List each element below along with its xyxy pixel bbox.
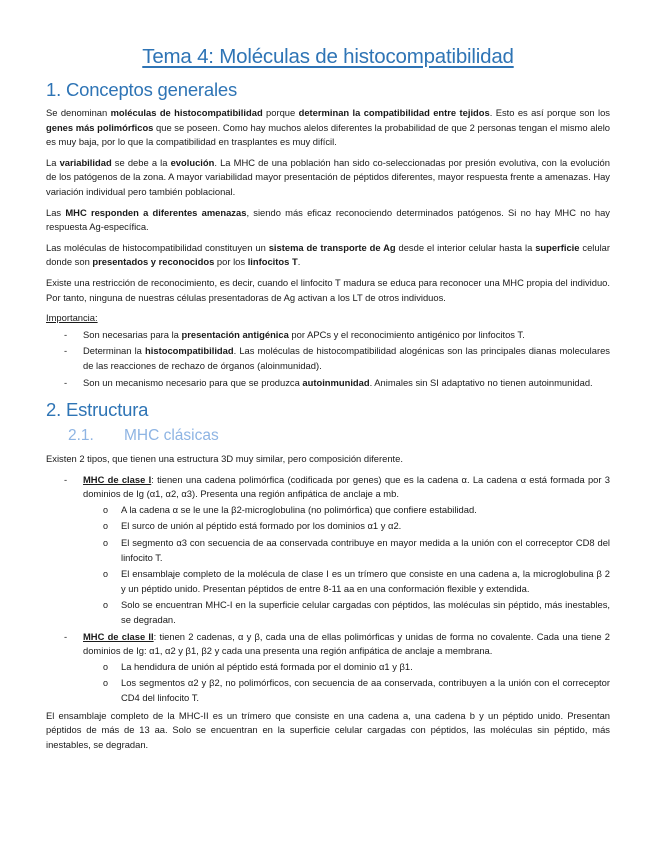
list-item: o El ensamblaje completo de la molécula de clase I es un trímero que consiste en una cadena a, la microglobulina β 2 y un péptido unido. Presentan péptidos de entre 8-11 aa en una conformación flexible y extendida. [103, 568, 610, 594]
paragraph: El ensamblaje completo de la MHC-II es un trímero que consiste en una cadena a, una cadena b y un péptido unido. Presentan péptidos de más de 13 aa. Solo se encuentran en la superficie celular cargadas con péptidos, las moléculas sin péptido, más inestables, se degradan. [46, 709, 610, 750]
section-heading-conceptos: 1. Conceptos generales [46, 79, 238, 100]
paragraph: Las moléculas de histocompatibilidad constituyen un sistema de transporte de Ag desde el interior celular hasta la superficie celular donde son presentados y reconocidos por los linfocitos T. [46, 241, 610, 268]
paragraph: Existe una restricción de reconocimiento, es decir, cuando el linfocito T madura se educa para reconocer una MHC propia del individuo. Por tanto, ninguna de nuestras células presentadoras de Ag activan a los LT de otros individuos. [46, 276, 610, 303]
list-item: o El segmento α3 con secuencia de aa conservada contribuye en mayor medida a la unión con el correceptor CD8 del linfocito T. [103, 537, 610, 563]
list-item: - Son un mecanismo necesario para que se produzca autoinmunidad. Animales sin SI adaptativo no tienen autoinmunidad. [46, 376, 610, 391]
dash-bullet: - [64, 473, 68, 485]
page-title: Tema 4: Moléculas de histocompatibilidad [142, 45, 514, 68]
circle-bullet: o [103, 538, 109, 549]
list-item: o Solo se encuentran MHC-I en la superficie celular cargadas con péptidos, las moléculas sin péptido, más inestables, se degradan. [103, 599, 610, 626]
circle-bullet: o [103, 569, 109, 580]
circle-bullet: o [103, 678, 109, 689]
circle-bullet: o [103, 521, 109, 532]
paragraph: La variabilidad se debe a la evolución. La MHC de una población han sido co-seleccionadas por presión evolutiva, con la evolución de los patógenos de la zona. A mayor variabilidad mayor presentación de péptidos diferentes, mayor respuesta frente a amenazas. Hay variación individual pero también poblacional. [46, 156, 610, 197]
importancia-label: Importancia: [46, 312, 98, 324]
document-page [46, 44, 610, 758]
dash-bullet: - [64, 630, 68, 642]
subsection-heading: 2.1. MHC clásicas [68, 427, 219, 445]
circle-bullet: o [103, 661, 109, 672]
dash-bullet: - [64, 328, 68, 340]
list-item: o La hendidura de unión al péptido está formada por el dominio α1 y β1. [83, 660, 610, 675]
paragraph: Se denominan moléculas de histocompatibilidad porque determinan la compatibilidad entre tejidos. Esto es así porque son los genes más polimórficos que se poseen. Como hay muchos alelos diferentes la probabilidad de que 2 personas tengan el mismo alelo es muy baja, por lo que la compatibilidad en trasplantes es muy difícil. [46, 107, 610, 148]
list-item-class-ii: - MHC de clase II: tienen 2 cadenas, α y β, cada una de ellas polimórficas y unidas de forma no covalente. Cada una tiene 2 dominios de Ig: α1, α2 y β1, β2 y cada una presenta una región anfipática de anclaje a membrana. o La hendidura de unión al péptido está formada por el dominio α1 y β1. o Los segmentos α2 y β2, no polimórficos, con secuencia de aa conservada, contribuyen a la unión con el correceptor CD4 del linfocito T. [46, 630, 610, 706]
class-i-sublist [83, 503, 610, 628]
circle-bullet: o [103, 600, 109, 611]
circle-bullet: o [103, 504, 109, 515]
importancia-list [46, 328, 610, 390]
class-ii-sublist [83, 660, 610, 706]
paragraph: Las MHC responden a diferentes amenazas, siendo más eficaz reconociendo determinados patógenos. Si no hay MHC no hay respuesta Ag-específica. [46, 206, 610, 233]
list-item: o A la cadena α se le une la β2-microglobulina (no polimórfica) que confiere estabilidad. [83, 503, 610, 518]
list-item: o Los segmentos α2 y β2, no polimórficos, con secuencia de aa conservada, contribuyen a la unión con el correceptor CD4 del linfocito T. [103, 677, 610, 703]
dash-bullet: - [64, 345, 68, 357]
section-heading-estructura: 2. Estructura [46, 399, 149, 421]
paragraph: Existen 2 tipos, que tienen una estructura 3D muy similar, pero composición diferente. [46, 453, 403, 465]
list-item: o El surco de unión al péptido está formado por los dominios α1 y α2. [83, 519, 610, 534]
dash-bullet: - [64, 376, 68, 388]
mhc-class-list [46, 473, 610, 706]
list-item: - Son necesarias para la presentación antigénica por APCs y el reconocimiento antigénico por linfocitos T. [46, 328, 610, 343]
list-item: - Determinan la histocompatibilidad. Las moléculas de histocompatibilidad alogénicas son las principales dianas moleculares de las reacciones de rechazo de órganos (aloinmunidad). [64, 345, 610, 371]
list-item-class-i: - MHC de clase I: tienen una cadena polimórfica (codificada por genes) que es la cadena α. La cadena α está formada por 3 dominios de Ig (α1, α2, α3). Presenta una región anfipática de anclaje a mb. o A la cadena α se le une la β2-microglobulina (no polimórfica) que confiere estabilidad. o El surco de unión al péptido está formado por los dominios α1 y α2. o El segmento α3 con secuencia de aa conservada contribuye en mayor medida a la unión con el correceptor CD8 del linfocito T. o El ensamblaje completo de la molécula de clase I es un trímero que consiste en una cadena a, la microglobulina β 2 y un péptido unido. Presentan péptidos de entre 8-11 aa en una conformación flexible y extendida. o Solo se encuentran MHC-I en la superficie celular cargadas con péptidos, las moléculas sin péptido, más inestables, se degradan. [46, 473, 610, 628]
